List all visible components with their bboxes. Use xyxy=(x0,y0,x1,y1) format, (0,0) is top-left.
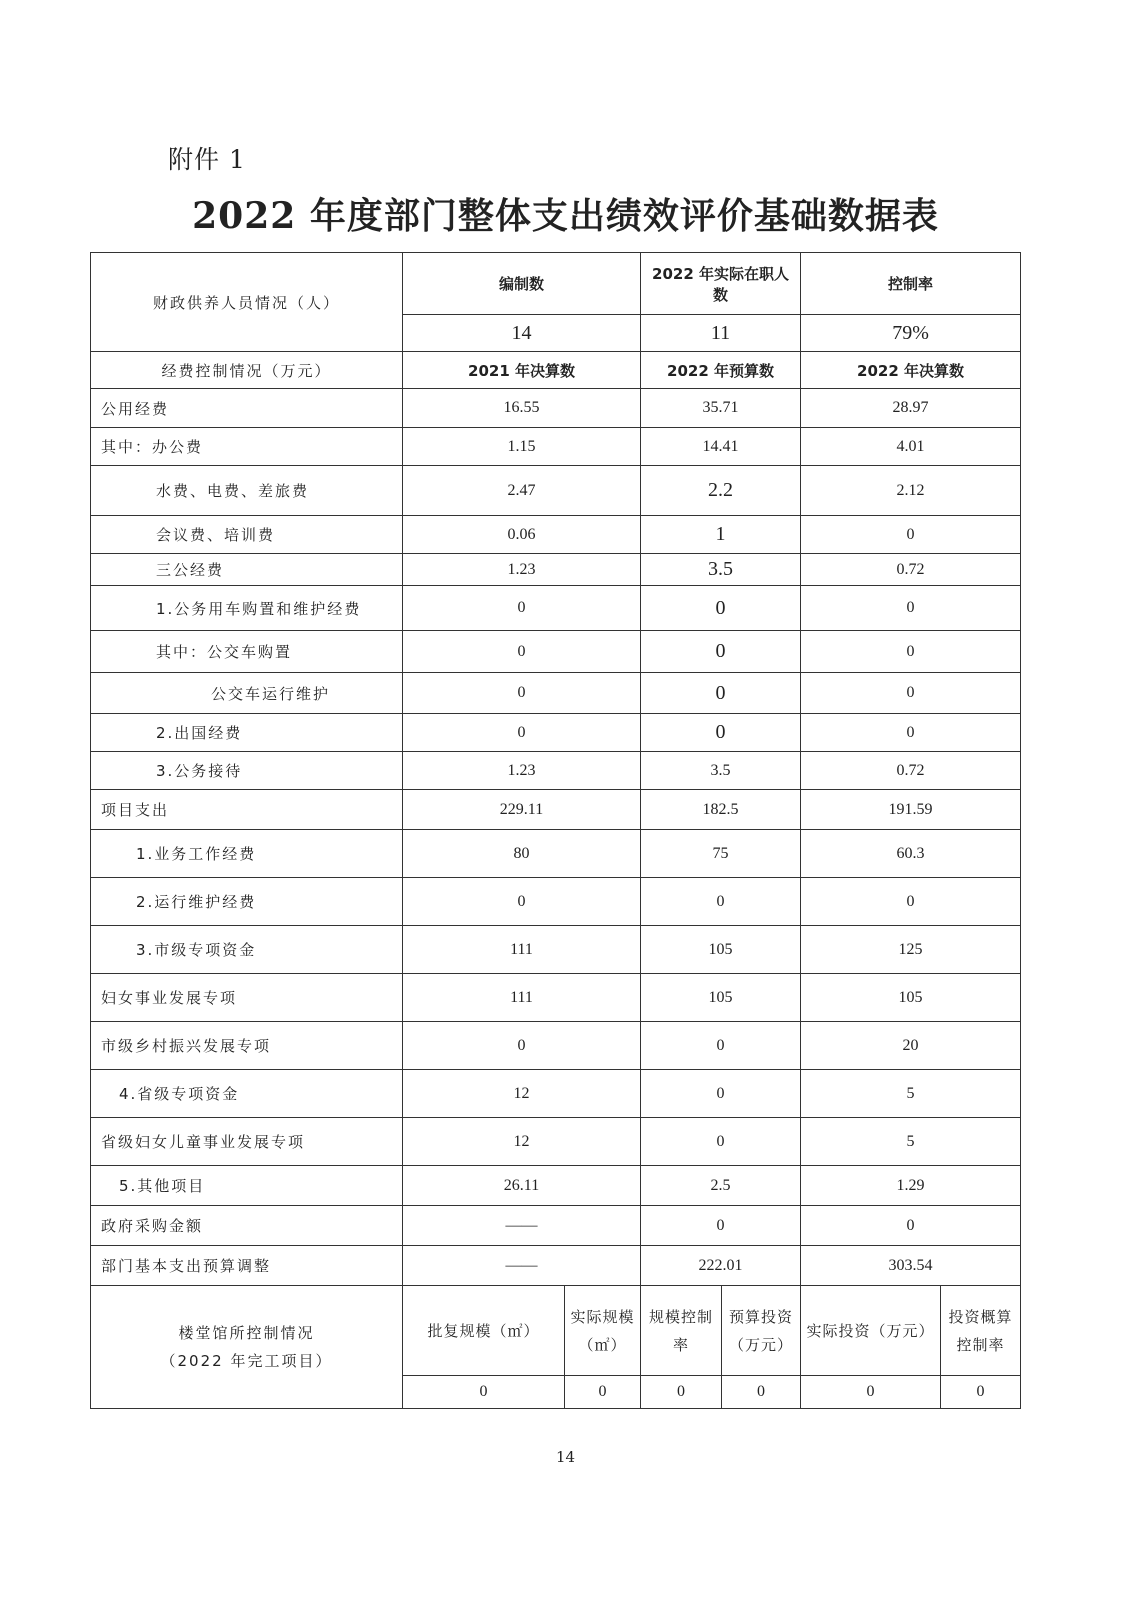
row-value: 4.01 xyxy=(801,428,1021,466)
row-value: 0 xyxy=(801,631,1021,673)
funds-header: 2021 年决算数 xyxy=(403,352,641,389)
row-label: 3.公务接待 xyxy=(91,752,403,790)
row-value: 0 xyxy=(801,1206,1021,1246)
buildings-header: 实际投资（万元） xyxy=(801,1286,941,1376)
row-value: 1.23 xyxy=(403,554,641,586)
row-label: 省级妇女儿童事业发展专项 xyxy=(91,1118,403,1166)
row-value: 105 xyxy=(641,926,801,974)
row-value: 222.01 xyxy=(641,1246,801,1286)
buildings-value: 0 xyxy=(565,1376,641,1409)
buildings-header: 投资概算控制率 xyxy=(941,1286,1021,1376)
row-value: 0 xyxy=(641,714,801,752)
row-value: 0 xyxy=(641,631,801,673)
funds-header: 2022 年决算数 xyxy=(801,352,1021,389)
row-value: 3.5 xyxy=(641,554,801,586)
row-label: 5.其他项目 xyxy=(91,1166,403,1206)
row-value: 35.71 xyxy=(641,389,801,428)
row-label: 3.市级专项资金 xyxy=(91,926,403,974)
row-value: —— xyxy=(403,1246,641,1286)
buildings-value: 0 xyxy=(941,1376,1021,1409)
row-value: 0 xyxy=(641,586,801,631)
row-label: 公用经费 xyxy=(91,389,403,428)
row-value: 125 xyxy=(801,926,1021,974)
row-value: 1 xyxy=(641,516,801,554)
row-value: 2.47 xyxy=(403,466,641,516)
row-value: 0 xyxy=(403,1022,641,1070)
row-value: 1.29 xyxy=(801,1166,1021,1206)
buildings-value: 0 xyxy=(801,1376,941,1409)
row-value: 303.54 xyxy=(801,1246,1021,1286)
row-value: 28.97 xyxy=(801,389,1021,428)
row-label: 4.省级专项资金 xyxy=(91,1070,403,1118)
row-value: 0 xyxy=(403,878,641,926)
row-label: 1.业务工作经费 xyxy=(91,830,403,878)
row-value: 229.11 xyxy=(403,790,641,830)
row-value: 75 xyxy=(641,830,801,878)
row-value: 0 xyxy=(641,1022,801,1070)
row-value: 0 xyxy=(641,673,801,714)
row-value: 60.3 xyxy=(801,830,1021,878)
row-value: 191.59 xyxy=(801,790,1021,830)
funds-label: 经费控制情况（万元） xyxy=(91,352,403,389)
row-value: —— xyxy=(403,1206,641,1246)
row-value: 0.06 xyxy=(403,516,641,554)
row-label: 市级乡村振兴发展专项 xyxy=(91,1022,403,1070)
row-value: 0 xyxy=(641,1070,801,1118)
row-value: 5 xyxy=(801,1118,1021,1166)
staffing-header: 编制数 xyxy=(403,253,641,315)
row-value: 14.41 xyxy=(641,428,801,466)
row-value: 0 xyxy=(801,586,1021,631)
staffing-value: 11 xyxy=(641,315,801,352)
staffing-label: 财政供养人员情况（人） xyxy=(91,253,403,352)
attachment-label: 附件 1 xyxy=(168,145,246,174)
row-value: 0 xyxy=(641,878,801,926)
staffing-header: 2022 年实际在职人数 xyxy=(641,253,801,315)
row-value: 105 xyxy=(801,974,1021,1022)
row-value: 5 xyxy=(801,1070,1021,1118)
row-value: 2.2 xyxy=(641,466,801,516)
row-label: 会议费、培训费 xyxy=(91,516,403,554)
row-label: 部门基本支出预算调整 xyxy=(91,1246,403,1286)
row-value: 0 xyxy=(641,1118,801,1166)
row-value: 1.15 xyxy=(403,428,641,466)
row-value: 12 xyxy=(403,1070,641,1118)
row-label: 其中：办公费 xyxy=(91,428,403,466)
row-value: 0 xyxy=(403,631,641,673)
row-value: 0 xyxy=(801,878,1021,926)
row-value: 0 xyxy=(801,714,1021,752)
row-value: 182.5 xyxy=(641,790,801,830)
row-value: 2.12 xyxy=(801,466,1021,516)
page-title: 2022 年度部门整体支出绩效评价基础数据表 xyxy=(192,195,939,237)
row-label: 妇女事业发展专项 xyxy=(91,974,403,1022)
row-label: 2.出国经费 xyxy=(91,714,403,752)
buildings-label-line1: 楼堂馆所控制情况 xyxy=(178,1324,315,1342)
staffing-value: 14 xyxy=(403,315,641,352)
row-value: 0 xyxy=(801,516,1021,554)
row-value: 105 xyxy=(641,974,801,1022)
row-label: 项目支出 xyxy=(91,790,403,830)
buildings-header: 规模控制率 xyxy=(641,1286,722,1376)
row-value: 111 xyxy=(403,974,641,1022)
row-value: 0 xyxy=(403,714,641,752)
row-value: 20 xyxy=(801,1022,1021,1070)
buildings-value: 0 xyxy=(403,1376,565,1409)
buildings-header: 预算投资（万元） xyxy=(722,1286,801,1376)
row-value: 0 xyxy=(801,673,1021,714)
staffing-header: 控制率 xyxy=(801,253,1021,315)
row-value: 0.72 xyxy=(801,554,1021,586)
buildings-value: 0 xyxy=(722,1376,801,1409)
row-value: 0.72 xyxy=(801,752,1021,790)
row-label: 三公经费 xyxy=(91,554,403,586)
data-table xyxy=(90,252,1021,1409)
row-value: 111 xyxy=(403,926,641,974)
row-value: 0 xyxy=(641,1206,801,1246)
buildings-header: 实际规模（㎡） xyxy=(565,1286,641,1376)
row-value: 26.11 xyxy=(403,1166,641,1206)
row-value: 16.55 xyxy=(403,389,641,428)
row-value: 0 xyxy=(403,673,641,714)
row-value: 2.5 xyxy=(641,1166,801,1206)
row-label: 其中：公交车购置 xyxy=(91,631,403,673)
buildings-header: 批复规模（㎡） xyxy=(403,1286,565,1376)
staffing-value: 79% xyxy=(801,315,1021,352)
buildings-label-line2: （2022 年完工项目） xyxy=(160,1352,333,1370)
row-value: 80 xyxy=(403,830,641,878)
row-label: 水费、电费、差旅费 xyxy=(91,466,403,516)
row-value: 1.23 xyxy=(403,752,641,790)
row-value: 0 xyxy=(403,586,641,631)
buildings-value: 0 xyxy=(641,1376,722,1409)
buildings-label xyxy=(91,1286,403,1409)
row-value: 3.5 xyxy=(641,752,801,790)
row-label: 政府采购金额 xyxy=(91,1206,403,1246)
row-label: 1.公务用车购置和维护经费 xyxy=(91,586,403,631)
row-label: 2.运行维护经费 xyxy=(91,878,403,926)
page-number: 14 xyxy=(555,1448,576,1466)
row-value: 12 xyxy=(403,1118,641,1166)
row-label: 公交车运行维护 xyxy=(91,673,403,714)
funds-header: 2022 年预算数 xyxy=(641,352,801,389)
